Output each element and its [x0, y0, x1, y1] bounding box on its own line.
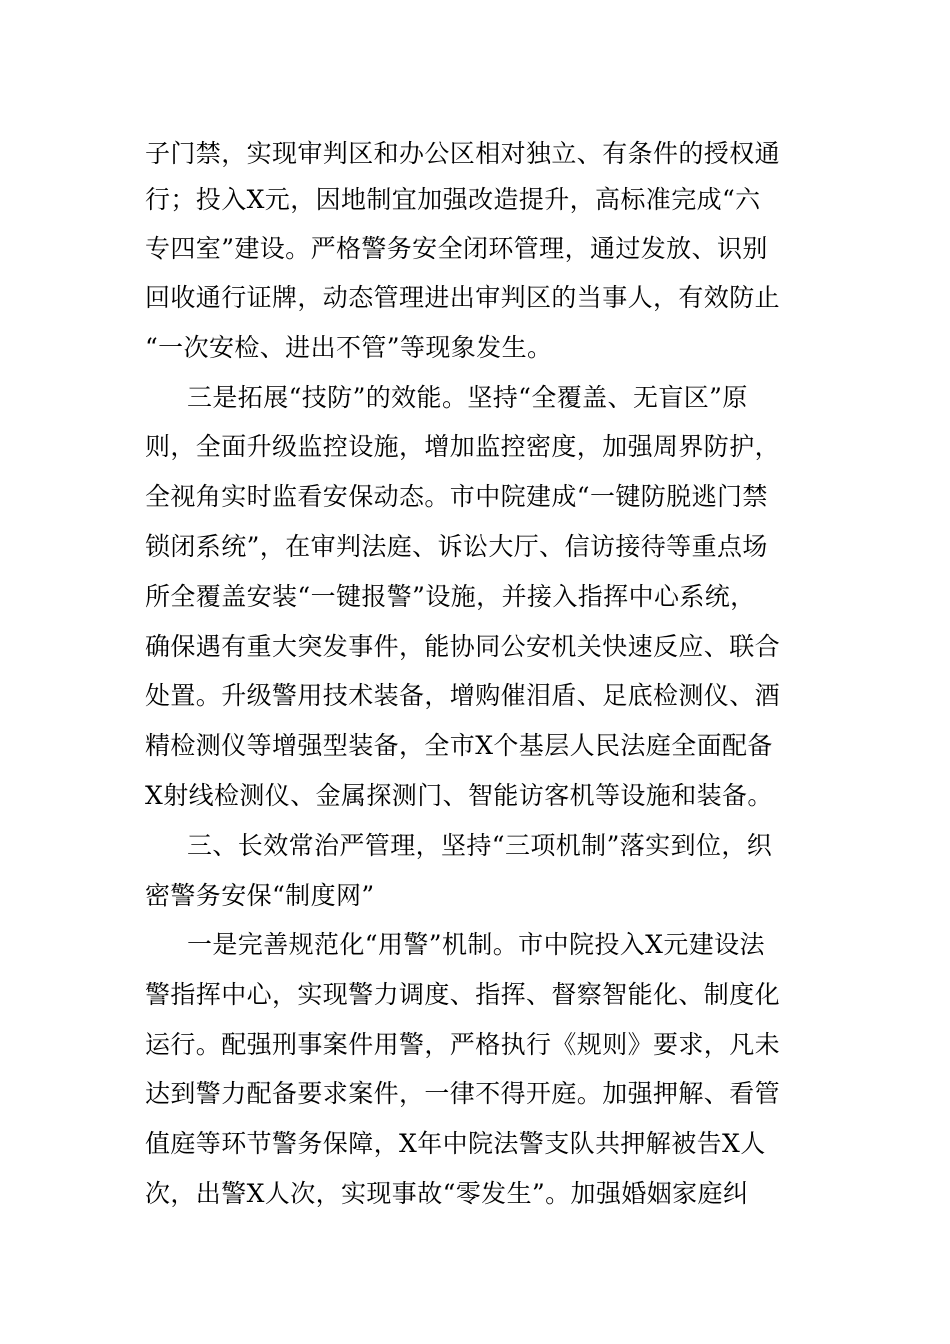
text-line: 锁闭系统”，在审判法庭、诉讼大厅、信访接待等重点场 [145, 532, 768, 561]
section-heading-line: 密警务安保“制度网” [145, 881, 375, 910]
text-line: X射线检测仪、金属探测门、智能访客机等设施和装备。 [145, 781, 773, 810]
text-line: 所全覆盖安装“一键报警”设施，并接入指挥中心系统， [145, 582, 756, 611]
text-line: 确保遇有重大突发事件，能协同公安机关快速反应、联合 [145, 632, 781, 661]
text-line: 处置。升级警用技术装备，增购催泪盾、足底检测仪、酒 [145, 681, 781, 710]
text-line: 次，出警X人次，实现事故“零发生”。加强婚姻家庭纠 [145, 1179, 749, 1208]
section-heading-line: 三、长效常治严管理，坚持“三项机制”落实到位，织 [187, 831, 773, 860]
text-line: 专四室”建设。严格警务安全闭环管理，通过发放、识别 [145, 234, 768, 263]
text-line: 回收通行证牌，动态管理进出审判区的当事人，有效防止 [145, 283, 781, 312]
text-line: 行；投入X元，因地制宜加强改造提升，高标准完成“六 [145, 185, 761, 214]
text-line: “一次安检、进出不管”等现象发生。 [145, 333, 553, 362]
text-line: 子门禁，实现审判区和办公区相对独立、有条件的授权通 [145, 139, 781, 168]
text-line: 达到警力配备要求案件，一律不得开庭。加强押解、看管 [145, 1079, 781, 1108]
text-line: 运行。配强刑事案件用警，严格执行《规则》要求，凡未 [145, 1030, 781, 1059]
paragraph-start-line: 一是完善规范化“用警”机制。市中院投入X元建设法 [187, 930, 765, 959]
text-line: 精检测仪等增强型装备，全市X个基层人民法庭全面配备 [145, 731, 773, 760]
paragraph-start-line: 三是拓展“技防”的效能。坚持“全覆盖、无盲区”原 [187, 383, 748, 412]
text-line: 则，全面升级监控设施，增加监控密度，加强周界防护， [145, 432, 781, 461]
text-line: 值庭等环节警务保障，X年中院法警支队共押解被告X人 [145, 1129, 766, 1158]
text-line: 全视角实时监看安保动态。市中院建成“一键防脱逃门禁 [145, 482, 768, 511]
text-line: 警指挥中心，实现警力调度、指挥、督察智能化、制度化 [145, 980, 781, 1009]
